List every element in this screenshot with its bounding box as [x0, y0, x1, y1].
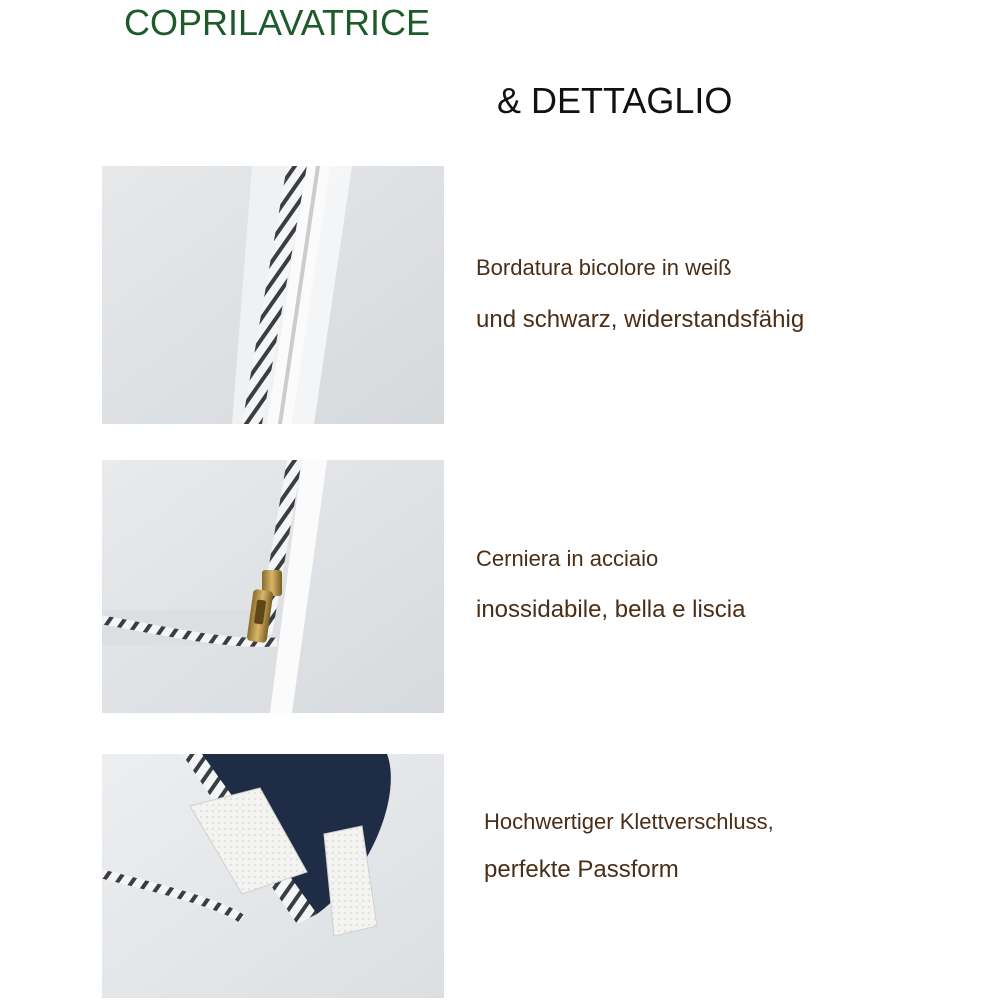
zipper-detail-photo — [102, 460, 444, 713]
zipper-caption-line2: inossidabile, bella e liscia — [476, 596, 746, 623]
trim-detail-photo — [102, 166, 444, 424]
page-title: COPRILAVATRICE — [124, 2, 431, 43]
zipper-illustration — [102, 460, 444, 713]
trim-zipper-illustration — [102, 166, 444, 424]
trim-caption-line1: Bordatura bicolore in weiß — [476, 255, 732, 280]
trim-caption-line2: und schwarz, widerstandsfähig — [476, 306, 805, 333]
velcro-caption-line1: Hochwertiger Klettverschluss, — [484, 809, 774, 834]
zipper-caption-line1: Cerniera in acciaio — [476, 546, 659, 571]
velcro-detail-photo — [102, 754, 444, 998]
velcro-illustration — [102, 754, 444, 998]
page-subtitle: & DETTAGLIO — [497, 80, 733, 121]
velcro-caption-line2: perfekte Passform — [484, 856, 679, 883]
